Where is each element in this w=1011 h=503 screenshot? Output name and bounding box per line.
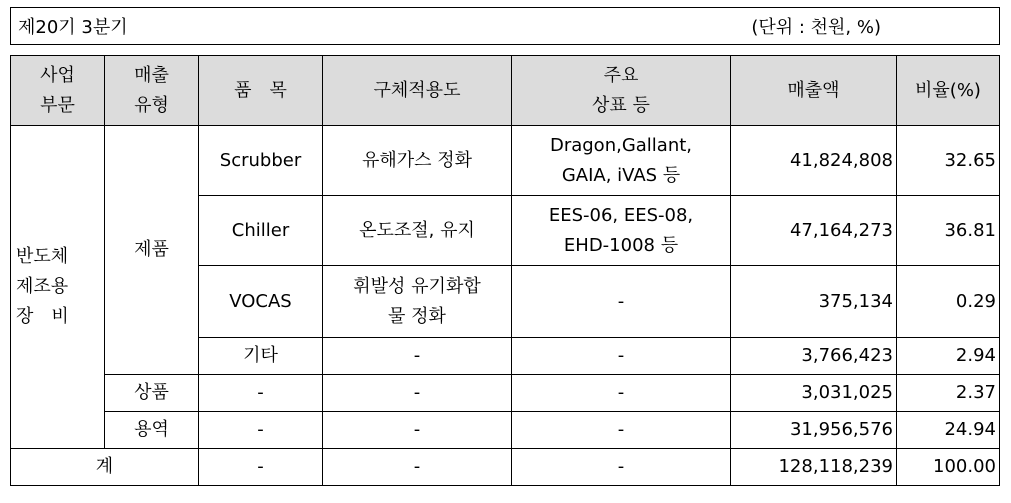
header-brand	[512, 56, 731, 126]
brand-cell: -	[512, 338, 731, 375]
total-usage-cell: -	[323, 449, 512, 486]
usage-cell: -	[323, 375, 512, 412]
sales-cell: 375,134	[731, 266, 897, 338]
sales-table	[10, 55, 1000, 486]
header-brand-line1: 주요	[603, 64, 639, 86]
segment-cell	[11, 126, 105, 449]
ratio-cell: 2.94	[897, 338, 1000, 375]
usage-cell: 유해가스 정화	[323, 126, 512, 196]
header-segment-line2: 부문	[40, 94, 75, 116]
usage-cell: -	[323, 412, 512, 449]
sales-cell: 3,766,423	[731, 338, 897, 375]
segment-line3: 장 비	[16, 306, 69, 327]
item-cell: -	[199, 412, 323, 449]
sales-cell: 41,824,808	[731, 126, 897, 196]
brand-cell	[512, 196, 731, 266]
header-sales-type-line2: 유형	[134, 94, 169, 116]
brand-line2: GAIA, iVAS 등	[561, 164, 681, 186]
total-brand-cell: -	[512, 449, 731, 486]
type-product-cell: 제품	[105, 126, 199, 375]
usage-line1: 휘발성 유기화합	[353, 275, 481, 297]
brand-cell	[512, 126, 731, 196]
segment-line2: 제조용	[16, 276, 69, 297]
header-segment-line1: 사업	[40, 64, 75, 86]
unit-label: (단위 : 천원, %)	[751, 17, 881, 38]
header-segment	[11, 56, 105, 126]
item-cell: -	[199, 375, 323, 412]
sales-cell: 47,164,273	[731, 196, 897, 266]
brand-line1: Dragon,Gallant,	[549, 134, 693, 156]
ratio-cell: 0.29	[897, 266, 1000, 338]
ratio-cell: 2.37	[897, 375, 1000, 412]
header-ratio: 비율(%)	[897, 56, 1000, 126]
brand-line1: EES-06, EES-08,	[548, 204, 694, 226]
ratio-cell: 24.94	[897, 412, 1000, 449]
total-label: 계	[11, 449, 199, 486]
table-row	[11, 375, 1000, 412]
header-brand-line2: 상표 등	[592, 94, 650, 116]
total-item-cell: -	[199, 449, 323, 486]
header-sales-type	[105, 56, 199, 126]
header-row	[11, 56, 1000, 126]
sales-cell: 31,956,576	[731, 412, 897, 449]
item-cell: 기타	[199, 338, 323, 375]
usage-cell: -	[323, 338, 512, 375]
header-item: 품 목	[199, 56, 323, 126]
table-caption	[10, 7, 1000, 45]
ratio-cell: 36.81	[897, 196, 1000, 266]
brand-cell: -	[512, 375, 731, 412]
item-cell: VOCAS	[199, 266, 323, 338]
total-row	[11, 449, 1000, 486]
brand-line2: EHD-1008 등	[563, 234, 679, 256]
item-cell: Chiller	[199, 196, 323, 266]
header-usage: 구체적용도	[323, 56, 512, 126]
header-sales: 매출액	[731, 56, 897, 126]
item-cell: Scrubber	[199, 126, 323, 196]
segment-line1: 반도체	[16, 246, 69, 267]
sales-cell: 3,031,025	[731, 375, 897, 412]
usage-cell: 온도조절, 유지	[323, 196, 512, 266]
type-goods-cell: 상품	[105, 375, 199, 412]
ratio-cell: 32.65	[897, 126, 1000, 196]
header-sales-type-line1: 매출	[134, 64, 169, 86]
usage-line2: 물 정화	[388, 305, 446, 327]
total-ratio-cell: 100.00	[897, 449, 1000, 486]
brand-cell: -	[512, 266, 731, 338]
table-row	[11, 126, 1000, 196]
usage-cell	[323, 266, 512, 338]
table-row	[11, 412, 1000, 449]
period-label: 제20기 3분기	[18, 17, 128, 38]
brand-cell: -	[512, 412, 731, 449]
type-service-cell: 용역	[105, 412, 199, 449]
total-sales-cell: 128,118,239	[731, 449, 897, 486]
